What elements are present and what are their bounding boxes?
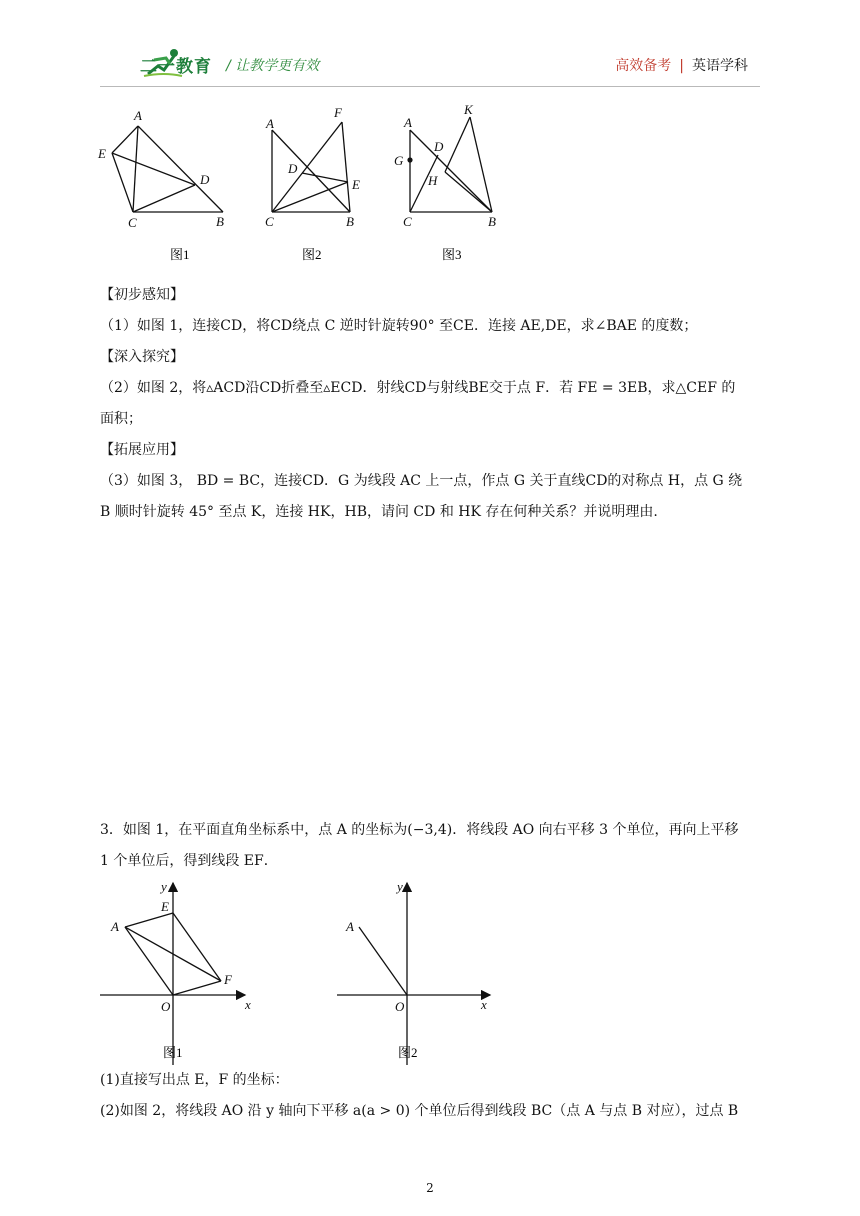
section-deep-exploration: 【深入探究】: [100, 349, 184, 365]
question-3-subparts: [100, 1065, 762, 1127]
geometry-figures-row: [90, 100, 520, 270]
q3-intro-line-2: 1 个单位后，得到线段 EF．: [100, 853, 278, 869]
coord-fig1-label-O: O: [161, 999, 171, 1014]
q3-intro-line-1: 3．如图 1，在平面直角坐标系中，点 A 的坐标为(−3,4)．将线段 AO 向右平移 3 个单位，再向上平移: [100, 822, 739, 838]
q2-part-2-line-2: 面积；: [100, 411, 142, 427]
fig3-label-C: C: [403, 214, 412, 229]
q2-part-2-line-1: （2）如图 2，将▵ACD沿CD折叠至▵ECD．射线CD与射线BE交于点 F．若 FE = 3EB，求△CEF 的: [100, 380, 736, 396]
coord-fig1-label-E: E: [161, 899, 169, 914]
figure-3-lines: [410, 117, 492, 212]
coord-fig2-axes: [337, 883, 490, 1065]
q2-part-3-line-1: （3）如图 3， BD = BC，连接CD．G 为线段 AC 上一点，作点 G 关于直线CD的对称点 H，点 G 绕: [100, 473, 743, 489]
fig2-label-A: A: [266, 116, 274, 131]
header-separator: |: [679, 58, 684, 74]
q3-subpart-2: (2)如图 2，将线段 AO 沿 y 轴向下平移 a(a > 0) 个单位后得到线段 BC（点 A 与点 B 对应），过点 B: [100, 1103, 739, 1119]
q2-part-3-line-2: B 顺时针旋转 45° 至点 K，连接 HK，HB，请问 CD 和 HK 存在何种关系？并说明理由.: [100, 504, 658, 520]
fig3-label-A: A: [404, 115, 412, 130]
fig1-label-A: A: [134, 108, 142, 123]
slogan-text: 让教学更有效: [235, 58, 320, 74]
coord-fig1-caption: 图1: [163, 1045, 183, 1060]
coord-fig1-label-y: y: [161, 879, 167, 894]
exam-label: 高效备考: [615, 58, 672, 74]
coord-fig1-label-A: A: [111, 919, 119, 934]
section-initial-perception: 【初步感知】: [100, 287, 184, 303]
section-extended-application: 【拓展应用】: [100, 442, 184, 458]
segment-AO: [359, 927, 407, 995]
header-divider: [100, 86, 760, 87]
coord-fig1-label-F: F: [224, 972, 232, 987]
fig1-label-C: C: [128, 215, 137, 230]
fig3-label-H: H: [428, 173, 438, 188]
coord-fig2-label-y: y: [397, 879, 403, 894]
fig1-caption: 图1: [170, 247, 190, 262]
coord-fig1-label-x: x: [245, 997, 251, 1012]
fig2-label-F: F: [334, 105, 342, 120]
coordinate-figures-row: [95, 875, 505, 1070]
coord-fig2-label-A: A: [346, 919, 354, 934]
question-3-intro: [100, 815, 762, 877]
fig2-label-E: E: [352, 177, 360, 192]
fig3-label-K: K: [464, 102, 473, 117]
fig3-label-G: G: [394, 153, 404, 168]
fig2-label-C: C: [265, 214, 274, 229]
slogan: / 让教学更有效: [226, 58, 320, 74]
question-2-body: [100, 280, 762, 528]
header-right: [615, 55, 748, 75]
fig2-label-B: B: [346, 214, 354, 229]
coord-fig2-label-O: O: [395, 999, 405, 1014]
fig2-label-D: D: [288, 161, 298, 176]
fig2-caption: 图2: [302, 247, 322, 262]
point-G-marker: [407, 157, 412, 162]
q3-subpart-1: (1)直接写出点 E，F 的坐标：: [100, 1072, 289, 1088]
coord-fig2-label-x: x: [481, 997, 487, 1012]
subject-label: 英语学科: [692, 58, 748, 74]
q2-part-1: （1）如图 1，连接CD，将CD绕点 C 逆时针旋转90° 至CE．连接 AE,DE，求∠BAE 的度数；: [100, 318, 698, 334]
fig1-label-D: D: [200, 172, 210, 187]
fig1-label-E: E: [98, 146, 106, 161]
fig3-label-D: D: [434, 139, 444, 154]
figure-1-lines: [112, 126, 223, 212]
brand-name: 二一教育: [140, 57, 212, 77]
fig1-label-B: B: [216, 214, 224, 229]
figure-2-lines: [272, 122, 350, 212]
coord-fig2-labels: [345, 879, 487, 1014]
page-number: 2: [426, 1181, 434, 1195]
coord-fig1-labels: [110, 879, 251, 1014]
coord-fig2-caption: 图2: [398, 1045, 418, 1060]
fig3-label-B: B: [488, 214, 496, 229]
fig3-caption: 图3: [442, 247, 462, 262]
